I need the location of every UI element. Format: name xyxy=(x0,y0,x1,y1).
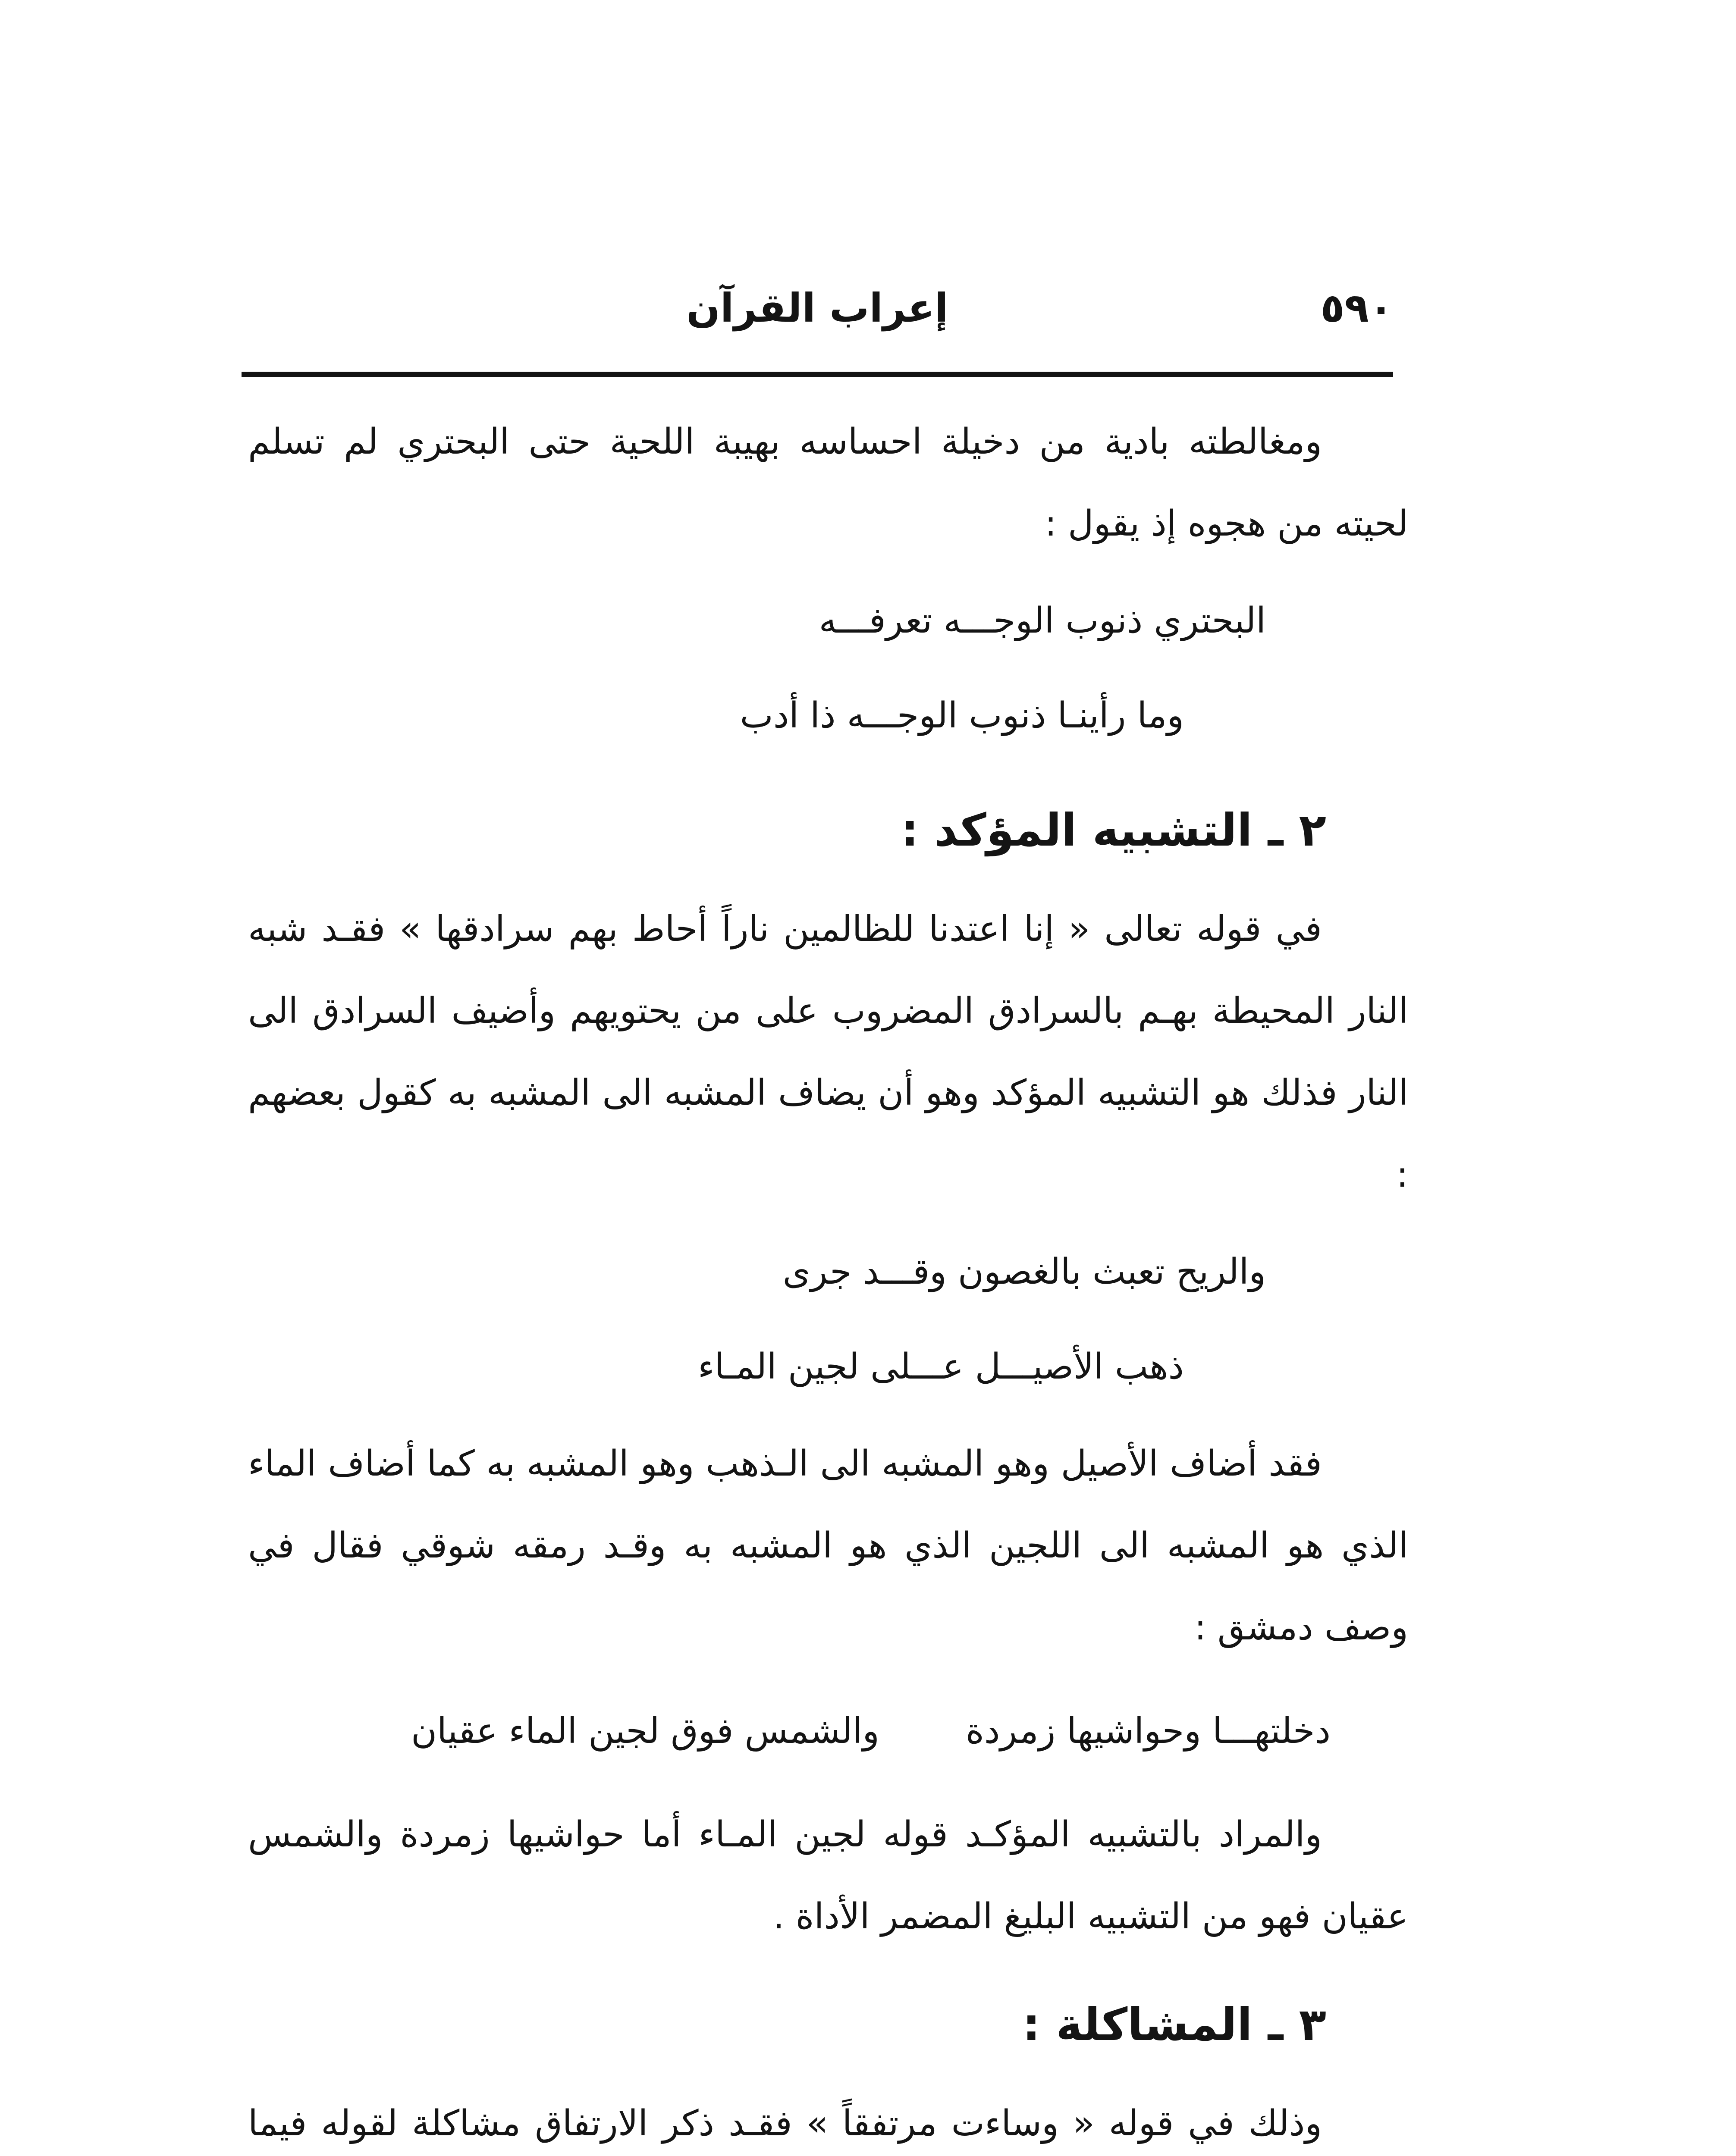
verse-2-first-hemistich: والريح تعبث بالغصون وقـــد جرى xyxy=(782,1251,1266,1292)
paragraph-4: والمراد بالتشبيه المؤكـد قوله لجين المـاء أما حواشيها زمردة والشمس عقيان فهو من التشبيه البليغ المضمر الأداة . xyxy=(248,1814,1408,1937)
running-title: إعراب القرآن xyxy=(686,285,948,331)
poem-verse-3 xyxy=(248,1690,1408,1772)
verse-3-second-hemistich: والشمس فوق لجين الماء عقيان xyxy=(411,1711,879,1752)
paragraph-1: ومغالطته بادية من دخيلة احساسه بهيبة اللحية حتى البحتري لم تسلم لحيته من هجوه إذ يقول : xyxy=(248,421,1408,544)
verse-1-first-hemistich: البحتري ذنوب الوجـــه تعرفـــه xyxy=(819,600,1266,641)
page-number: ٥٩٠ xyxy=(1320,285,1393,331)
section-heading-3: ٣ ـ المشاكلة : xyxy=(1022,1998,1326,2051)
header-divider xyxy=(242,372,1393,377)
poem-verse-2 xyxy=(248,1225,1408,1414)
page-body xyxy=(248,401,1408,2156)
paragraph-2: في قوله تعالى « إنا اعتدنا للظالمين ناراً أحاط بهم سرادقها » فقـد شبه النار المحيطة بهـم بالسرادق المضروب على من يحتويهم وأضيف السرادق الى النار فذلك هو التشبيه المؤكد وهو أن يضاف المشبه الى المشبه به كقول بعضهم : xyxy=(248,909,1408,1195)
poem-verse-1 xyxy=(248,573,1408,763)
page-header xyxy=(242,276,1393,341)
paragraph-5: وذلك في قوله « وساءت مرتفقاً » فقـد ذكر الارتفاق مشاكلة لقوله فيما xyxy=(248,2103,1322,2144)
verse-2-second-hemistich: ذهب الأصيـــل عـــلى لجين المـاء xyxy=(698,1346,1184,1387)
section-heading-2: ٢ ـ التشبيه المؤكد : xyxy=(901,804,1326,856)
verse-3-first-hemistich: دخلتهـــا وحواشيها زمردة xyxy=(966,1711,1331,1752)
paragraph-3: فقد أضاف الأصيل وهو المشبه الى الـذهب وهو المشبه به كما أضاف الماء الذي هو المشبه الى اللجين الذي هو المشبه به وقـد رمقه شوقي فقال في وصف دمشق : xyxy=(248,1443,1408,1648)
verse-1-second-hemistich: وما رأينـا ذنوب الوجـــه ذا أدب xyxy=(740,695,1184,736)
